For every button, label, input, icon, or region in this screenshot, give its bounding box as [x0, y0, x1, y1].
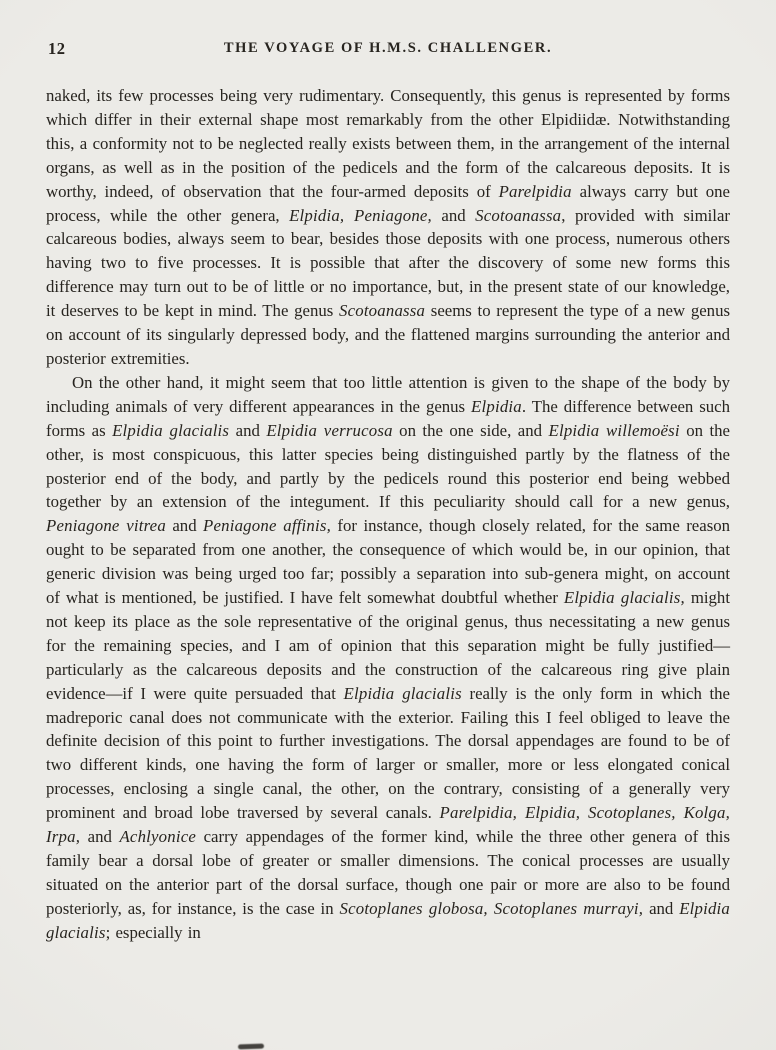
- taxon-name: Elpidia glacialis: [46, 898, 730, 942]
- body-text-run: might not keep its place as the sole representative of the original genus, thus necessitating a new genus for the remaining species, and I am of opinion that this separation might be fully justified—particularly as the calcareous deposits and the construction of the calcareous ring give plain evidence—if I were quite persuaded that: [46, 588, 730, 703]
- body-text-run: ; especially in: [105, 922, 201, 942]
- body-text-run: and: [165, 516, 204, 536]
- page-body: [46, 84, 730, 945]
- body-text-run: , provided with similar calcareous bodies, always seem to bear, besides those deposits with one process, numerous others having two to five processes. It is possible that after the discovery of some new forms this difference may turn out to be of little or no importance, but, in the present state of our knowledge, it deserves to be kept in mind. The genus: [46, 205, 730, 321]
- taxon-name: Achlyonice: [119, 827, 197, 847]
- body-text-run: and: [229, 420, 267, 440]
- body-text-run: and: [80, 827, 120, 847]
- body-text-run: on the other, is most conspicuous, this latter species being distinguished partly by the flatness of the posterior end of the body, and partly by the pedicels round this posterior end being webbed together by an extension of the integument. If this peculiarity should call for a new genus,: [46, 420, 730, 512]
- taxon-name: Elpidia glacialis,: [563, 588, 685, 608]
- page-number: 12: [48, 39, 66, 58]
- taxon-name: Scotoanassa: [475, 205, 562, 225]
- body-text-run: . The difference between such forms as: [46, 396, 730, 440]
- taxon-name: Parelpidia: [498, 181, 572, 201]
- page-header: [46, 38, 730, 58]
- scan-smudge: [238, 1044, 264, 1050]
- taxon-name: Elpidia, Peniagone,: [289, 205, 432, 225]
- taxon-name: Elpidia glacialis: [112, 420, 230, 440]
- taxon-name: Scotoanassa: [338, 301, 426, 321]
- taxon-name: Elpidia verrucosa: [266, 420, 393, 440]
- running-title: THE VOYAGE OF H.M.S. CHALLENGER.: [223, 40, 553, 56]
- paragraph: [46, 371, 730, 945]
- taxon-name: Peniagone vitrea: [46, 516, 166, 536]
- body-text-run: for instance, though closely related, for the same reason ought to be separated from one another, the consequence of which would be, in our opinion, that generic division was being urged too far; possibly a separation into sub-genera might, on account of what is mentioned, be justified. I have felt somewhat doubtful whether: [46, 516, 730, 608]
- body-text-run: carry appendages of the former kind, while the three other genera of this family bear a dorsal lobe of greater or smaller dimensions. The conical processes are usually situated on the anterior part of the dorsal surface, though one pair or more are also to be found posteriorly, as, for instance, is the case in: [46, 827, 730, 918]
- taxon-name: Parelpidia, Elpidia, Scotoplanes, Kolga, Irpa,: [46, 803, 730, 847]
- body-text-run: and: [643, 898, 680, 918]
- body-text-run: On the other hand, it might seem that too little attention is given to the shape of the body by including animals of very different appearances in the genus: [46, 372, 730, 416]
- body-text-run: and: [431, 205, 476, 225]
- body-text-run: naked, its few processes being very rudimentary. Consequently, this genus is represented by forms which differ in their external shape most remarkably from the other Elpidiidæ. Notwithstanding this, a conformity not to be neglected really exists between them, in the arrangement of the internal organs, as well as in the position of the pedicels and the form of the calcareous deposits. It is worthy, indeed, of observation that the four-armed deposits of: [46, 86, 730, 201]
- body-text-run: always carry but one process, while the other genera,: [46, 181, 730, 225]
- body-text-run: seems to represent the type of a new genus on account of its singularly depressed body, and the flattened margins surrounding the anterior and posterior extremities.: [46, 301, 730, 368]
- taxon-name: Elpidia: [471, 396, 522, 416]
- paragraph: [46, 84, 730, 371]
- body-text-run: really is the only form in which the madreporic canal does not communicate with the exterior. Failing this I feel obliged to leave the definite decision of this point to further investigations. The dorsal appendages are found to be of two different kinds, one having the form of larger or smaller, more or less elongated conical processes, enclosing a single canal, the other, on the contrary, consisting of a generally very prominent and broad lobe traversed by several canals.: [46, 683, 730, 823]
- taxon-name: Peniagone affinis,: [203, 516, 331, 536]
- taxon-name: Elpidia glacialis: [343, 683, 462, 703]
- taxon-name: Scotoplanes globosa, Scotoplanes murrayi,: [339, 898, 644, 918]
- taxon-name: Elpidia willemoësi: [548, 420, 680, 440]
- body-text-run: on the one side, and: [392, 420, 549, 440]
